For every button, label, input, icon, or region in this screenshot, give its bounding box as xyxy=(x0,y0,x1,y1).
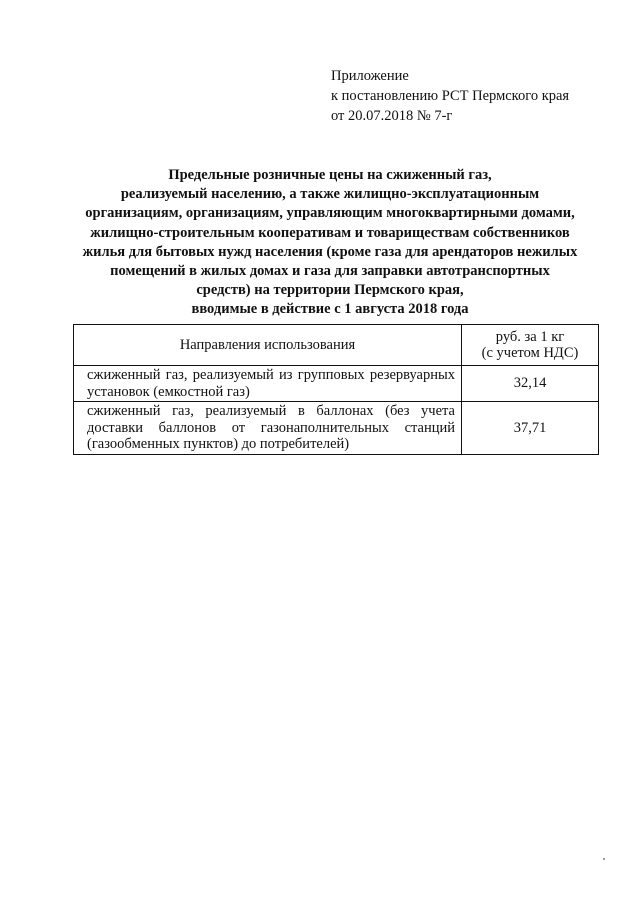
title-line: реализуемый населению, а также жилищно-эксплуатационным xyxy=(120,186,540,203)
appendix-heading: Приложение xyxy=(331,68,409,84)
header-unit-line: руб. за 1 кг xyxy=(495,328,565,345)
table-row xyxy=(74,402,599,455)
title-line: жилищно-строительным кооперативам и товариществам собственников xyxy=(90,224,570,241)
scan-artifact xyxy=(603,858,605,860)
appendix-block xyxy=(331,66,569,126)
price-cell: 37,71 xyxy=(462,402,599,455)
title-line: средств) на территории Пермского края, xyxy=(196,282,464,299)
appendix-date-number: от 20.07.2018 № 7-г xyxy=(331,108,453,124)
direction-cell: сжиженный газ, реализуемый из групповых резервуарных установок (емкостной газ) xyxy=(74,366,462,402)
price-table xyxy=(73,324,599,455)
header-direction: Направления использования xyxy=(74,325,462,366)
price-cell: 32,14 xyxy=(462,366,599,402)
title-line: вводимые в действие с 1 августа 2018 года xyxy=(191,301,469,318)
direction-cell: сжиженный газ, реализуемый в баллонах (без учета доставки баллонов от газонаполнительных станций (газообменных пунктов) до потребителей) xyxy=(74,402,462,455)
title-line: жилья для бытовых нужд населения (кроме газа для арендаторов нежилых xyxy=(82,243,578,260)
document-title xyxy=(80,166,580,320)
title-line: организациям, организациям, управляющим многоквартирными домами, xyxy=(85,205,575,222)
table-row xyxy=(74,366,599,402)
header-unit-line: (с учетом НДС) xyxy=(481,345,579,361)
title-line: Предельные розничные цены на сжиженный газ, xyxy=(168,167,492,183)
table-header-row xyxy=(74,325,599,366)
appendix-resolution-ref: к постановлению РСТ Пермского края xyxy=(331,88,570,104)
title-line: помещений в жилых домах и газа для заправки автотранспортных xyxy=(110,263,550,280)
header-unit xyxy=(462,325,599,366)
